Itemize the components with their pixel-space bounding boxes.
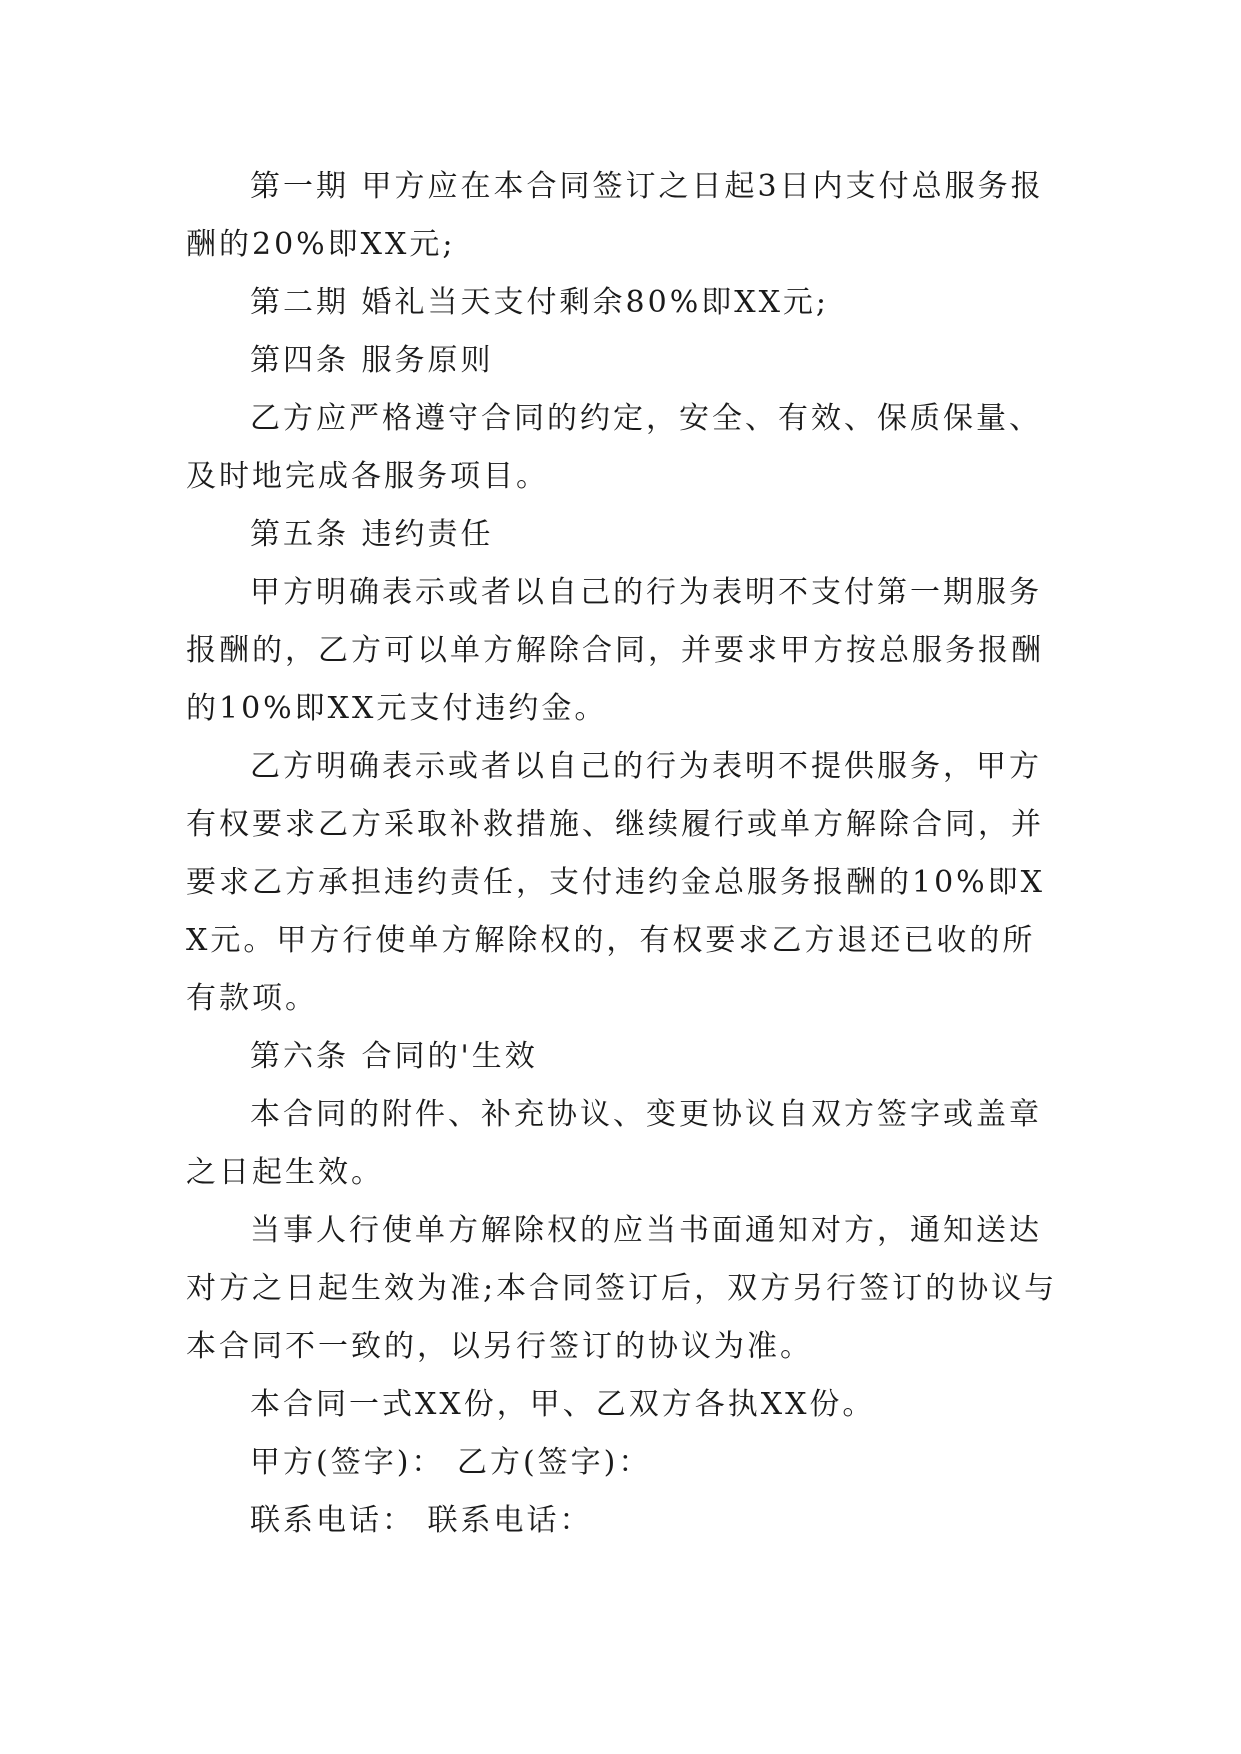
contact-phone-line: 联系电话： 联系电话： <box>250 1503 593 1538</box>
heading-article-6-effectiveness: 第六条 合同的'生效 <box>250 1039 538 1074</box>
heading-article-5-liability: 第五条 违约责任 <box>250 517 494 552</box>
paragraph-payment-first-installment: 第一期 甲方应在本合同签订之日起3日内支付总服务报酬的20%即XX元; <box>186 169 1044 262</box>
paragraph-copies: 本合同一式XX份，甲、乙双方各执XX份。 <box>250 1387 876 1422</box>
paragraph-service-principle: 乙方应严格遵守合同的约定，安全、有效、保质保量、及时地完成各服务项目。 <box>186 401 1042 494</box>
paragraph-party-b-breach: 乙方明确表示或者以自己的行为表明不提供服务，甲方有权要求乙方采取补救措施、继续履行或单方解除合同，并要求乙方承担违约责任，支付违约金总服务报酬的10%即XX元。甲方行使单方解除权的，有权要求乙方退还已收的所有款项。 <box>186 749 1046 1016</box>
document-body <box>186 158 1066 1550</box>
paragraph-termination-notice: 当事人行使单方解除权的应当书面通知对方，通知送达对方之日起生效为准;本合同签订后，双方另行签订的协议与本合同不一致的，以另行签订的协议为准。 <box>186 1213 1058 1364</box>
signature-line: 甲方(签字)： 乙方(签字)： <box>250 1445 652 1480</box>
paragraph-payment-second-installment: 第二期 婚礼当天支付剩余80%即XX元; <box>250 285 830 320</box>
paragraph-attachments-effective: 本合同的附件、补充协议、变更协议自双方签字或盖章之日起生效。 <box>186 1097 1042 1190</box>
paragraph-party-a-breach: 甲方明确表示或者以自己的行为表明不支付第一期服务报酬的，乙方可以单方解除合同，并要求甲方按总服务报酬的10%即XX元支付违约金。 <box>186 575 1044 726</box>
heading-article-4-service-principle: 第四条 服务原则 <box>250 343 494 378</box>
